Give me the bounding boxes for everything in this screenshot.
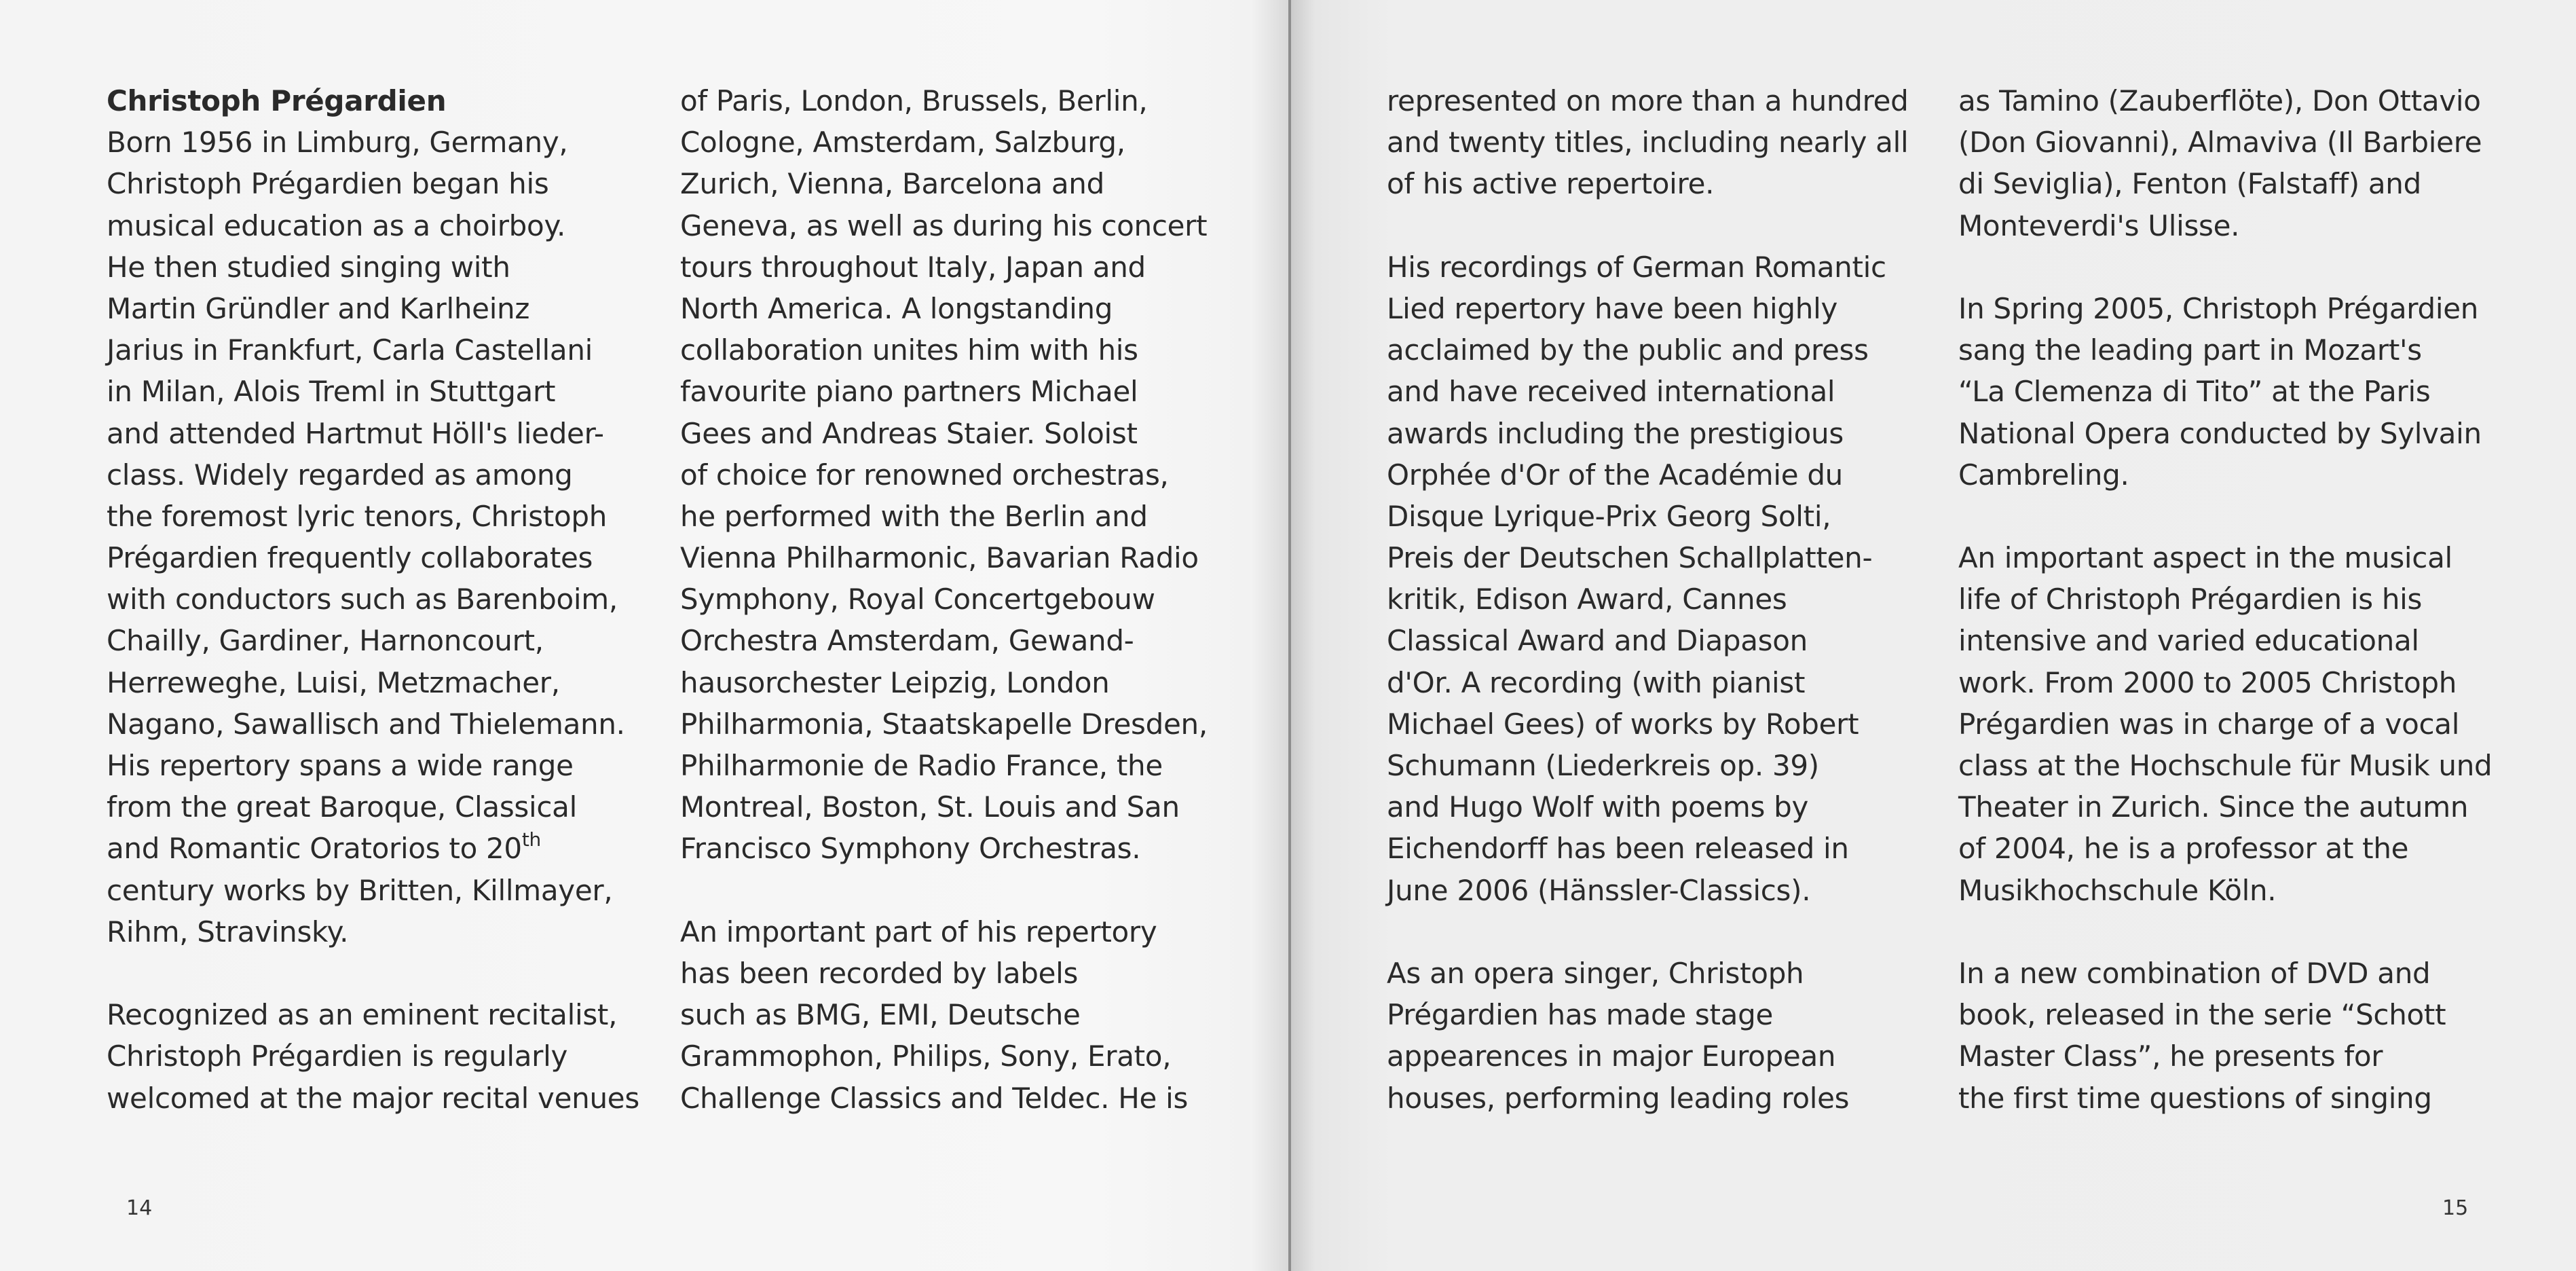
text-line: work. From 2000 to 2005 Christoph: [1958, 665, 2457, 699]
text-line: Geneva, as well as during his concert: [680, 208, 1208, 242]
text-line: he performed with the Berlin and: [680, 499, 1148, 533]
page-number: 14: [126, 1196, 153, 1220]
text-line: the first time questions of singing: [1958, 1081, 2432, 1115]
text-line: class at the Hochschule für Musik und: [1958, 749, 2493, 782]
text-line: life of Christoph Prégardien is his: [1958, 583, 2423, 616]
paragraph-break: [1958, 911, 2492, 953]
paragraph-break: [1387, 911, 1909, 953]
text-line: the foremost lyric tenors, Christoph: [107, 499, 608, 533]
text-line: Cambreling.: [1958, 458, 2129, 492]
text-line: awards including the prestigious: [1387, 416, 1844, 450]
text-line: represented on more than a hundred: [1387, 84, 1909, 117]
text-line: and attended Hartmut Höll's lieder-: [107, 416, 604, 450]
text-line: Philharmonie de Radio France, the: [680, 749, 1163, 782]
text-line: Vienna Philharmonic, Bavarian Radio: [680, 541, 1199, 575]
text-line: Musikhochschule Köln.: [1958, 873, 2277, 907]
text-line: in Milan, Alois Treml in Stuttgart: [107, 375, 556, 409]
text-line: Gees and Andreas Staier. Soloist: [680, 416, 1138, 450]
text-line: intensive and varied educational: [1958, 624, 2419, 658]
text-line: and Hugo Wolf with poems by: [1387, 790, 1809, 824]
text-line: Schumann (Liederkreis op. 39): [1387, 749, 1819, 782]
text-line: “La Clemenza di Tito” at the Paris: [1958, 375, 2431, 409]
text-line: and twenty titles, including nearly all: [1387, 126, 1909, 160]
text-column: [1958, 80, 2492, 1119]
text-line: tours throughout Italy, Japan and: [680, 250, 1146, 284]
text-line: National Opera conducted by Sylvain: [1958, 416, 2482, 450]
page-number: 15: [2442, 1196, 2469, 1220]
text-line: from the great Baroque, Classical: [107, 790, 577, 824]
right-page: [1290, 0, 2576, 1271]
text-line: Classical Award and Diapason: [1387, 624, 1808, 658]
text-line: Orchestra Amsterdam, Gewand-: [680, 624, 1134, 658]
text-line: Monteverdi's Ulisse.: [1958, 208, 2240, 242]
text-line: Christoph Prégardien is regularly: [107, 1039, 568, 1073]
text-line: book, released in the serie “Schott: [1958, 998, 2446, 1032]
text-line: Rihm, Stravinsky.: [107, 915, 349, 948]
text-line-content: and Romantic Oratorios to 20: [107, 832, 522, 866]
text-line: Zurich, Vienna, Barcelona and: [680, 167, 1104, 201]
text-column: [1387, 80, 1909, 1119]
text-line: d'Or. A recording (with pianist: [1387, 665, 1806, 699]
text-line: In Spring 2005, Christoph Prégardien: [1958, 291, 2479, 325]
text-line: Symphony, Royal Concertgebouw: [680, 583, 1155, 616]
text-line: In a new combination of DVD and: [1958, 956, 2431, 990]
text-line: Grammophon, Philips, Sony, Erato,: [680, 1039, 1172, 1073]
text-line: Eichendorff has been released in: [1387, 832, 1849, 866]
text-line: Montreal, Boston, St. Louis and San: [680, 790, 1180, 824]
section-heading: [107, 80, 639, 122]
text-line: [107, 828, 639, 869]
text-line: houses, performing leading roles: [1387, 1081, 1850, 1115]
text-line: Master Class”, he presents for: [1958, 1039, 2383, 1073]
text-line: such as BMG, EMI, Deutsche: [680, 998, 1081, 1032]
text-column: [680, 80, 1208, 1119]
text-line: Cologne, Amsterdam, Salzburg,: [680, 126, 1125, 160]
text-line: of 2004, he is a professor at the: [1958, 832, 2409, 866]
text-line: An important part of his repertory: [680, 915, 1157, 948]
text-line: of Paris, London, Brussels, Berlin,: [680, 84, 1148, 117]
text-line: Preis der Deutschen Schallplatten-: [1387, 541, 1873, 575]
text-line: welcomed at the major recital venues: [107, 1081, 639, 1115]
paragraph-break: [107, 953, 639, 994]
text-line: His recordings of German Romantic: [1387, 250, 1886, 284]
paragraph-break: [1958, 496, 2492, 537]
text-line: Lied repertory have been highly: [1387, 291, 1838, 325]
text-line: Francisco Symphony Orchestras.: [680, 832, 1141, 866]
text-line: kritik, Edison Award, Cannes: [1387, 583, 1787, 616]
text-line: His repertory spans a wide range: [107, 749, 574, 782]
text-line: Herreweghe, Luisi, Metzmacher,: [107, 665, 560, 699]
text-line: has been recorded by labels: [680, 956, 1079, 990]
text-line: class. Widely regarded as among: [107, 458, 573, 492]
text-line: appearences in major European: [1387, 1039, 1836, 1073]
text-line: Christoph Prégardien began his: [107, 167, 549, 201]
text-line: musical education as a choirboy.: [107, 208, 566, 242]
text-line: Philharmonia, Staatskapelle Dresden,: [680, 707, 1208, 741]
text-line: sang the leading part in Mozart's: [1958, 333, 2422, 367]
text-line: (Don Giovanni), Almaviva (Il Barbiere: [1958, 126, 2482, 160]
text-line: Michael Gees) of works by Robert: [1387, 707, 1859, 741]
text-line: North America. A longstanding: [680, 291, 1113, 325]
superscript: th: [521, 828, 541, 851]
text-line: collaboration unites him with his: [680, 333, 1138, 367]
paragraph-break: [1387, 205, 1909, 246]
text-line: of choice for renowned orchestras,: [680, 458, 1169, 492]
text-line: As an opera singer, Christoph: [1387, 956, 1804, 990]
text-line: as Tamino (Zauberflöte), Don Ottavio: [1958, 84, 2481, 117]
text-line: June 2006 (Hänssler-Classics).: [1387, 873, 1811, 907]
text-line: hausorchester Leipzig, London: [680, 665, 1110, 699]
text-column: [107, 80, 639, 1119]
text-line: century works by Britten, Killmayer,: [107, 873, 613, 907]
text-line: favourite piano partners Michael: [680, 375, 1138, 409]
text-line: He then studied singing with: [107, 250, 510, 284]
text-line: di Seviglia), Fenton (Falstaff) and: [1958, 167, 2421, 201]
text-line: Martin Gründler and Karlheinz: [107, 291, 530, 325]
text-line: Born 1956 in Limburg, Germany,: [107, 126, 568, 160]
text-line: acclaimed by the public and press: [1387, 333, 1869, 367]
text-line: Nagano, Sawallisch and Thielemann.: [107, 707, 625, 741]
text-line: Orphée d'Or of the Académie du: [1387, 458, 1844, 492]
text-line: Prégardien was in charge of a vocal: [1958, 707, 2460, 741]
text-line: An important aspect in the musical: [1958, 541, 2452, 575]
text-line: Theater in Zurich. Since the autumn: [1958, 790, 2469, 824]
text-line: Prégardien has made stage: [1387, 998, 1774, 1032]
text-line: and have received international: [1387, 375, 1835, 409]
paragraph-break: [1958, 246, 2492, 288]
paragraph-break: [680, 870, 1208, 911]
text-line: Disque Lyrique-Prix Georg Solti,: [1387, 499, 1831, 533]
text-line: Chailly, Gardiner, Harnoncourt,: [107, 624, 544, 658]
text-line: of his active repertoire.: [1387, 167, 1715, 201]
text-line-content: Christoph Prégardien: [107, 84, 447, 117]
text-line: Recognized as an eminent recitalist,: [107, 998, 618, 1032]
text-line: with conductors such as Barenboim,: [107, 583, 618, 616]
booklet-spine: [1288, 0, 1291, 1271]
text-line: Challenge Classics and Teldec. He is: [680, 1081, 1189, 1115]
text-line: Prégardien frequently collaborates: [107, 541, 593, 575]
text-line: Jarius in Frankfurt, Carla Castellani: [107, 333, 593, 367]
